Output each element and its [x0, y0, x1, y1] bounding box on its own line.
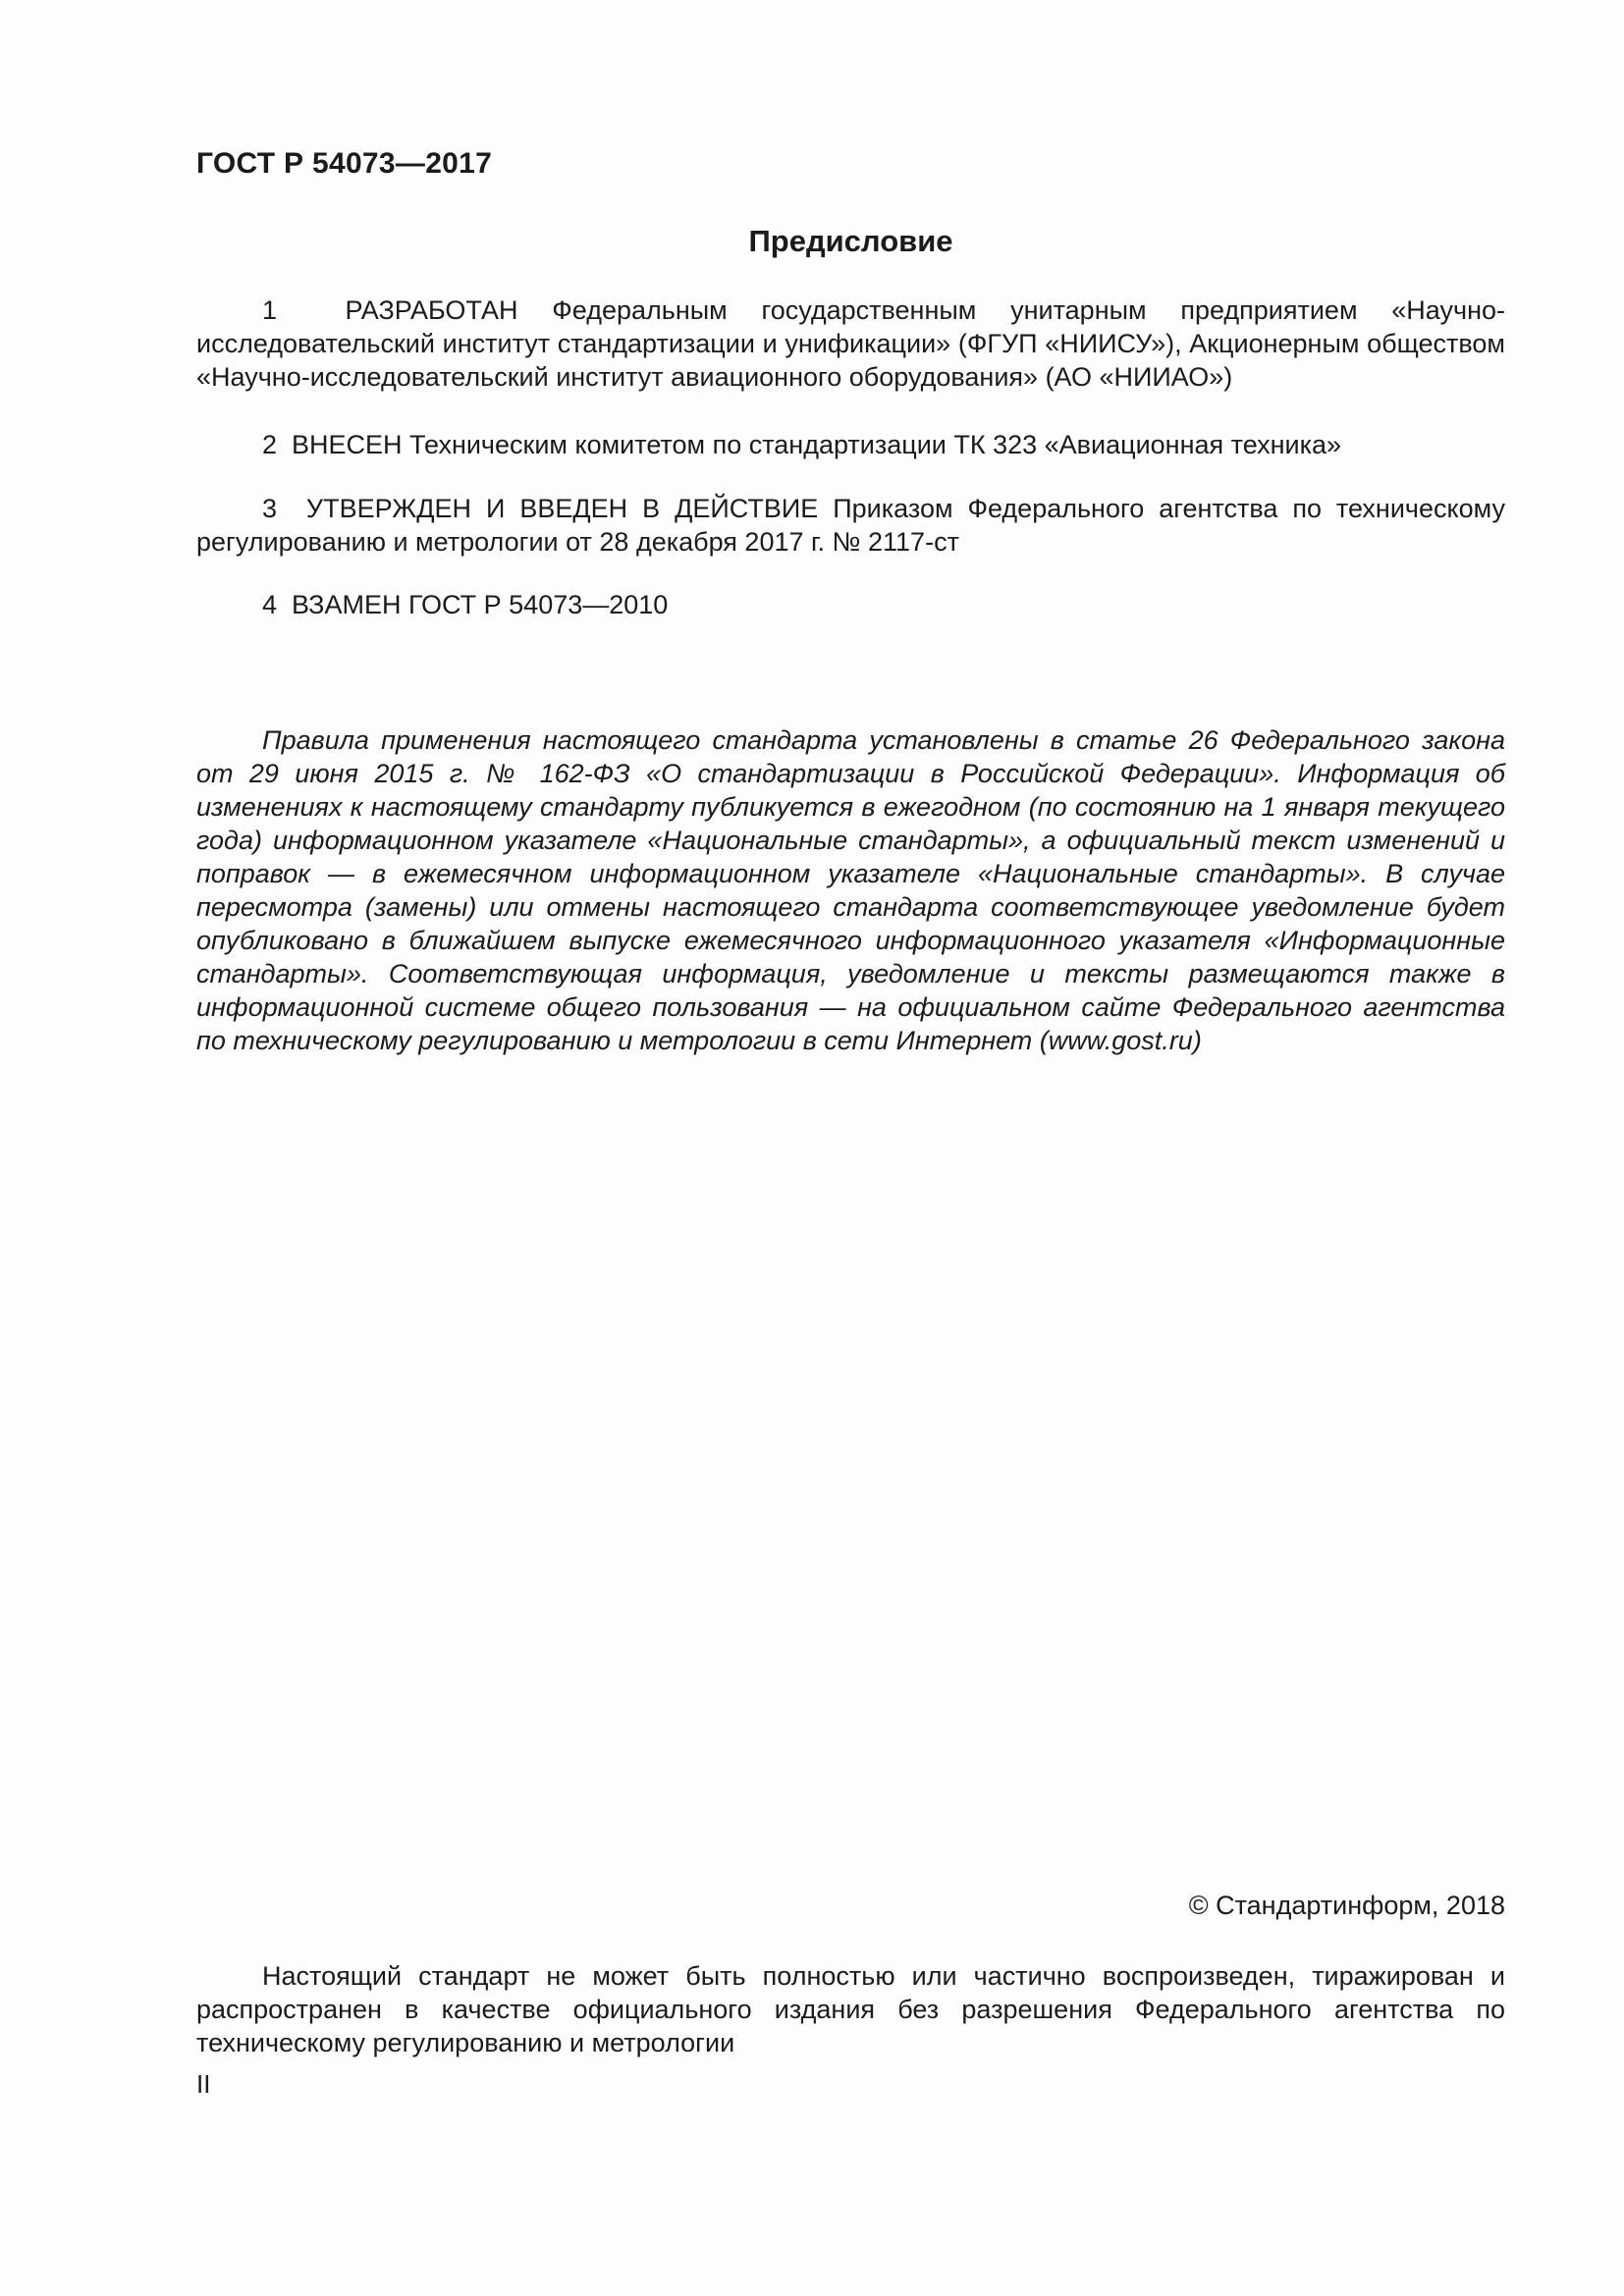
document-code: ГОСТ Р 54073—2017: [196, 147, 493, 180]
reproduction-note: Настоящий стандарт не может быть полностью или частично воспроизведен, тиражирован и распространен в качестве официального издания без разрешения Федерального агентства по техническому регулированию и метрологии: [196, 1961, 1505, 2057]
copyright-line: © Стандартинформ, 2018: [1188, 1891, 1505, 1920]
page-title: Предисловие: [748, 224, 953, 258]
foreword-item-approved: 3 УТВЕРЖДЕН И ВВЕДЕН В ДЕЙСТВИЕ Приказом Федерального агентства по техническому регулированию и метрологии от 28 декабря 2017 г. № 2117-ст: [196, 494, 1505, 557]
foreword-item-replaces: 4 ВЗАМЕН ГОСТ Р 54073—2010: [262, 590, 669, 619]
foreword-item-submitted: 2 ВНЕСЕН Техническим комитетом по стандартизации ТК 323 «Авиационная техника»: [262, 430, 1342, 459]
legal-application-note: Правила применения настоящего стандарта установлены в статье 26 Федерального закона от 29 июня 2015 г. № 162-ФЗ «О стандартизации в Российской Федерации». Информация об изменениях к настоящему стандарту публикуется в ежегодном (по состоянию на 1 января текущего года) информационном указателе «Национальные стандарты», а официальный текст изменений и поправок — в ежемесячном информационном указателе «Национальные стандарты». В случае пересмотра (замены) или отмены настоящего стандарта соответствующее уведомление будет опубликовано в ближайшем выпуске ежемесячного информационного указателя «Информационные стандарты». Соответствующая информация, уведомление и тексты размещаются также в информационной системе общего пользования — на официальном сайте Федерального агентства по техническому регулированию и метрологии в сети Интернет (www.gost.ru): [196, 725, 1505, 1055]
foreword-item-developed: 1 РАЗРАБОТАН Федеральным государственным унитарным предприятием «Научно-исследовательский институт стандартизации и унификации» (ФГУП «НИИСУ»), Акционерным обществом «Научно-исследовательский институт авиационного оборудования» (АО «НИИАО»): [196, 295, 1505, 392]
page-number: II: [196, 2069, 211, 2099]
